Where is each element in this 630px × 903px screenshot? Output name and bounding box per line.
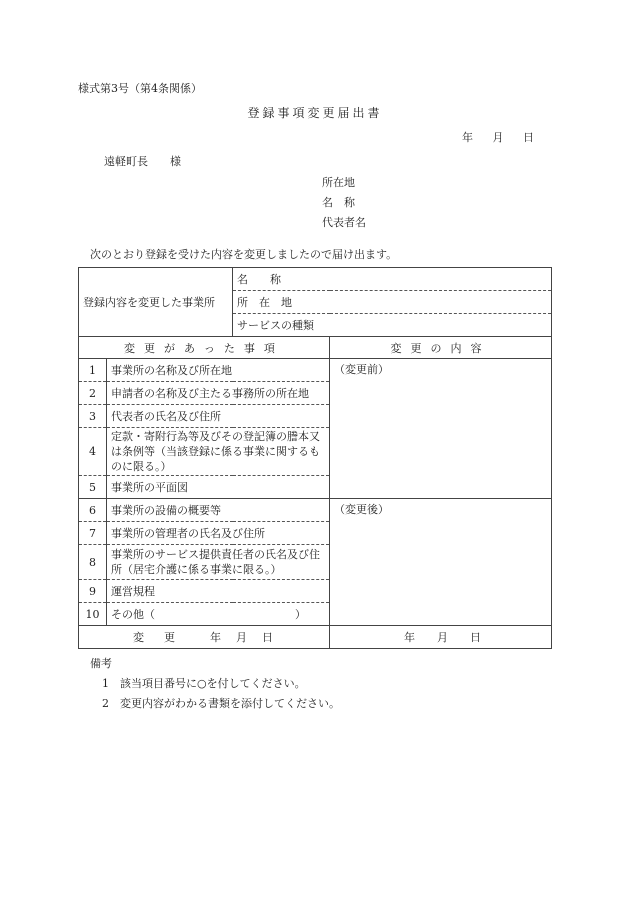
applicant-block (322, 173, 366, 233)
remarks-section (90, 654, 340, 714)
before-change-field[interactable] (330, 359, 552, 499)
item-text[interactable]: 定款・寄附行為等及びその登記簿の謄本又は条例等（当該登録に係る事業に関するものに限る。） (107, 428, 330, 476)
item-number: 5 (79, 476, 107, 499)
content-year-label: 年 (404, 631, 415, 644)
after-change-field[interactable] (330, 499, 552, 626)
item-close-paren: ） (295, 608, 306, 621)
item-text: その他（ (111, 608, 155, 621)
content-month-label: 月 (437, 631, 448, 644)
remarks-title: 備考 (90, 657, 112, 670)
item-number: 8 (79, 545, 107, 580)
change-content-header: 変更の内容 (330, 337, 552, 359)
change-month-label: 月 (236, 631, 247, 644)
month-label: 月 (492, 131, 504, 144)
remark-text: 該当項目番号に○を付してください。 (120, 677, 306, 690)
year-label: 年 (462, 131, 473, 144)
item-number: 2 (79, 382, 107, 405)
day-label: 日 (523, 131, 534, 144)
item-number: 7 (79, 522, 107, 545)
intro-text: 次のとおり登録を受けた内容を変更しましたので届け出ます。 (90, 248, 398, 261)
after-change-label: （変更後） (334, 503, 389, 516)
change-date-label: 変更 (133, 631, 195, 644)
applicant-address-label: 所在地 (322, 176, 355, 189)
item-number: 3 (79, 405, 107, 428)
submission-date (462, 129, 550, 145)
remark-number: 2 (102, 697, 109, 710)
office-address-field[interactable]: 所 在 地 (233, 291, 552, 314)
item-number: 4 (79, 428, 107, 476)
item-text[interactable]: 事業所のサービス提供責任者の氏名及び住所（居宅介護に係る事業に限る。） (107, 545, 330, 580)
applicant-name-label: 名 称 (322, 196, 355, 209)
remark-number: 1 (102, 677, 109, 690)
office-name-field[interactable]: 名 称 (233, 268, 552, 291)
item-number: 1 (79, 359, 107, 382)
item-number: 9 (79, 580, 107, 603)
addressee (104, 153, 181, 169)
change-date-field[interactable] (79, 626, 330, 649)
item-text[interactable]: 運営規程 (107, 580, 330, 603)
document-title: 登録事項変更届出書 (247, 106, 383, 120)
remark-item (90, 674, 340, 694)
change-form-table (78, 267, 552, 649)
content-day-label: 日 (470, 631, 481, 644)
item-text[interactable]: 代表者の氏名及び住所 (107, 405, 330, 428)
before-change-label: （変更前） (334, 363, 389, 376)
item-text[interactable]: 事業所の管理者の氏名及び住所 (107, 522, 330, 545)
item-other-field[interactable] (107, 603, 330, 626)
item-text[interactable]: 事業所の平面図 (107, 476, 330, 499)
changed-items-header: 変更があった事項 (79, 337, 330, 359)
applicant-representative-label: 代表者名 (322, 216, 366, 229)
change-year-label: 年 (210, 631, 221, 644)
remark-item (90, 694, 340, 714)
item-text[interactable]: 申請者の名称及び主たる事務所の所在地 (107, 382, 330, 405)
office-service-type-field[interactable]: サービスの種類 (233, 314, 552, 337)
addressee-honorific: 様 (170, 155, 181, 168)
form-number: 様式第3号（第4条関係） (78, 82, 202, 95)
content-date-field[interactable] (330, 626, 552, 649)
change-day-label: 日 (262, 631, 273, 644)
item-text[interactable]: 事業所の名称及び所在地 (107, 359, 330, 382)
remark-text: 変更内容がわかる書類を添付してください。 (120, 697, 340, 710)
item-number: 10 (79, 603, 107, 626)
office-label: 登録内容を変更した事業所 (79, 268, 233, 337)
addressee-name: 遠軽町長 (104, 155, 148, 168)
item-number: 6 (79, 499, 107, 522)
item-text[interactable]: 事業所の設備の概要等 (107, 499, 330, 522)
